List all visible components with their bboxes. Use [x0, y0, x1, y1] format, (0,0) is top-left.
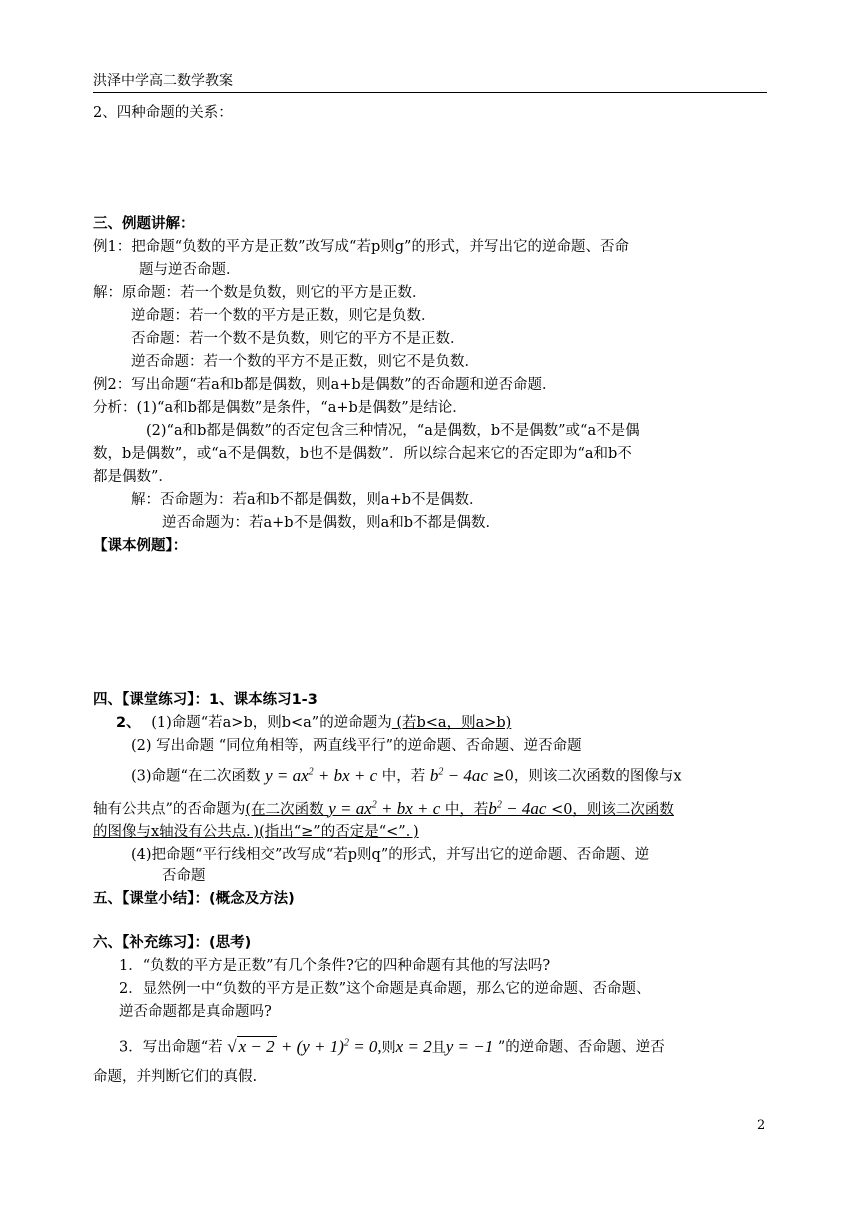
- practice-3-text-b: ”的逆命题、否命题、逆否: [497, 1039, 665, 1056]
- example-1-line-2: 题与逆否命题．: [139, 262, 241, 278]
- discriminant-formula: $b^2 - 4ac$: [429, 765, 488, 785]
- solution-inverse: 否命题：若一个数不是负数，则它的平方不是正数．: [131, 331, 465, 347]
- exercise-2-1-text: (1)命题“若a>b，则b<a”的逆命题为: [151, 715, 392, 731]
- analysis-line-1: 分析：(1)“a和b都是偶数”是条件，“a+b是偶数”是结论．: [93, 400, 467, 416]
- discriminant-formula-answer: $b^2 - 4ac$: [488, 798, 547, 818]
- exercise-2-4-line-2: 否命题: [162, 868, 206, 884]
- exercise-2-3-text-d: 轴有公共点”的否命题为: [93, 801, 246, 818]
- section-4-heading: 四、【课堂练习】：1、课本练习1-3: [93, 692, 318, 708]
- solution-2-inverse: 解：否命题为：若a和b不都是偶数，则a+b不是偶数．: [131, 492, 484, 508]
- header-rule: [93, 92, 767, 93]
- section-6-heading: 六、【补充练习】：(思考): [93, 935, 252, 951]
- solution-2-contrapositive: 逆否命题为：若a+b不是偶数，则a和b不都是偶数．: [162, 515, 501, 531]
- exercise-2-3-text-f: 中，若: [444, 801, 489, 818]
- solution-converse: 逆命题：若一个数的平方是正数，则它是负数．: [131, 308, 436, 324]
- exercise-2-3-line-1: [131, 762, 682, 787]
- practice-2-line-1: 2．显然例一中“负数的平方是正数”这个命题是真命题，那么它的逆命题、否命题、: [119, 981, 651, 997]
- exercise-2-3-text-c: ≥0，则该二次函数的图像与x: [492, 768, 682, 785]
- header-title: 洪泽中学高二数学教案: [93, 73, 233, 89]
- example-1-line-1: 例1：把命题“负数的平方是正数”改写成“若p则g”的形式，并写出它的逆命题、否命: [93, 239, 629, 255]
- practice-3-text-a: 3．写出命题“若: [119, 1039, 223, 1056]
- example-2-line: 例2：写出命题“若a和b都是偶数，则a+b是偶数”的否命题和逆否命题．: [93, 377, 557, 393]
- sqrt-equation: √ $x - 2 + (y + 1)^2 = 0$,则x = 2且y = −1: [227, 1036, 494, 1056]
- exercise-2-3-text-e: (在二次函数: [245, 801, 324, 818]
- textbook-examples-heading: 【课本例题】：: [93, 538, 188, 554]
- exercise-2-3-line-3: 的图像与x轴没有公共点．)(指出“≥”的否定是“<”．): [93, 824, 419, 840]
- page-number: 2: [757, 1118, 766, 1133]
- practice-3-line-2: 命题，并判断它们的真假.: [93, 1069, 258, 1085]
- exercise-2-3-answer-part-1: [245, 798, 674, 818]
- section-5-heading: 五、【课堂小结】：(概念及方法): [93, 891, 295, 907]
- exercise-2-1: [116, 713, 511, 733]
- practice-1: 1．“负数的平方是正数”有几个条件?它的四种命题有其他的写法吗?: [119, 958, 551, 974]
- quadratic-formula-answer: $y = ax^2$ + bx + c: [328, 798, 441, 818]
- practice-2-line-2: 逆否命题都是真命题吗?: [119, 1004, 272, 1020]
- quadratic-formula: $y = ax^2$ + bx + c: [265, 765, 378, 785]
- section-3-heading: 三、例题讲解：: [93, 216, 195, 232]
- analysis-line-2: (2)“a和b都是偶数”的否定包含三种情况，“a是偶数，b不是偶数”或“a不是偶: [146, 423, 640, 439]
- exercise-2-3-text-g: <0，则该二次函数: [551, 801, 674, 818]
- solution-original: 解：原命题：若一个数是负数，则它的平方是正数．: [93, 285, 427, 301]
- exercise-2-2: (2) 写出命题 “同位角相等，两直线平行”的逆命题、否命题、逆否命题: [131, 738, 582, 754]
- exercise-2-3-text-a: (3)命题“在二次函数: [131, 768, 261, 785]
- analysis-line-3: 数，b是偶数”，或“a不是偶数，b也不是偶数”．所以综合起来它的否定即为“a和b不: [93, 446, 632, 462]
- section-2-title: 2、四种命题的关系：: [93, 105, 233, 121]
- practice-3-line-1: [119, 1033, 665, 1058]
- analysis-line-4: 都是偶数”．: [93, 469, 173, 485]
- exercise-2-4-line-1: (4)把命题“平行线相交”改写成“若p则q”的形式，并写出它的逆命题、否命题、逆: [131, 847, 650, 863]
- exercise-2-3-line-2: [93, 795, 674, 820]
- exercise-2-1-answer: (若b<a，则a>b): [391, 715, 512, 731]
- solution-contrapositive: 逆否命题：若一个数的平方不是正数，则它不是负数．: [131, 354, 479, 370]
- exercise-2-number: 2、: [116, 715, 141, 731]
- exercise-2-3-text-b: 中，若: [381, 768, 426, 785]
